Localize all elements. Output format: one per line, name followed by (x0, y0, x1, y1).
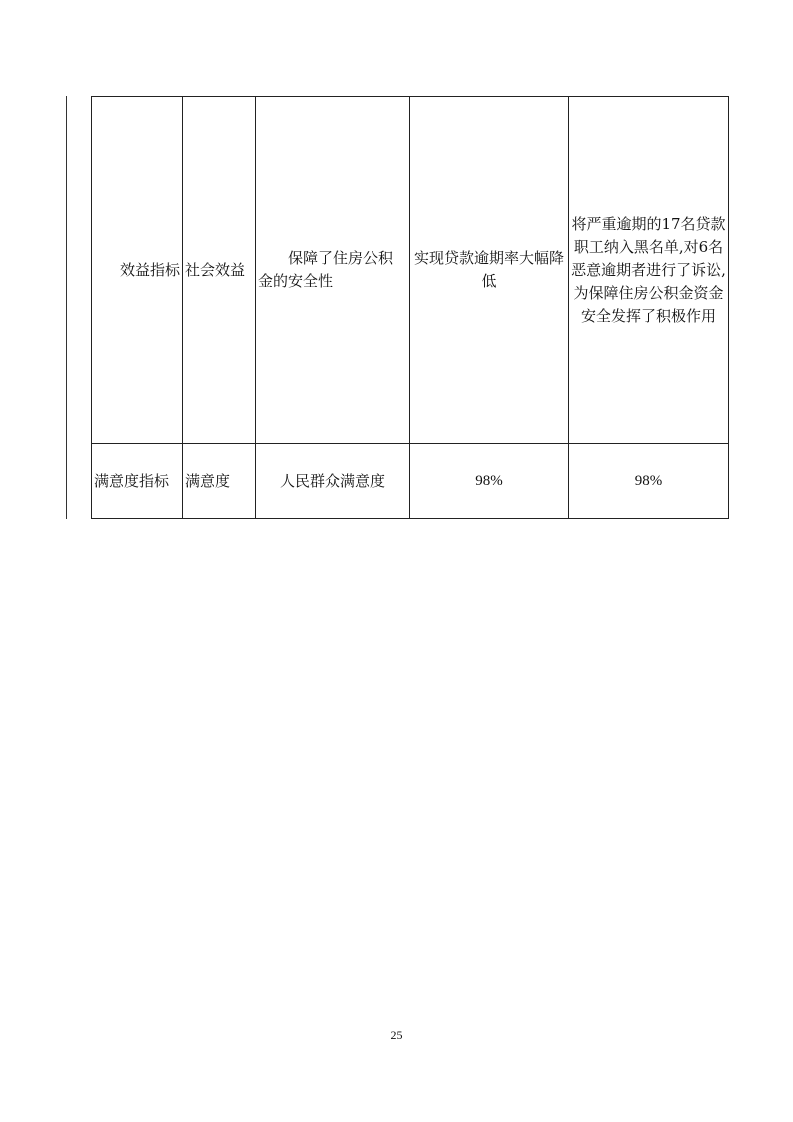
level1-indicator-cell: 效益指标 (92, 97, 183, 444)
actual-result-cell: 将严重逾期的17名贷款职工纳入黑名单,对6名恶意逾期者进行了诉讼,为保障住房公积金资金安全发挥了积极作用 (569, 97, 729, 444)
annual-target-cell: 实现贷款逾期率大幅降低 (410, 97, 569, 444)
table-row (92, 97, 729, 444)
indicator-cell: 保障了住房公积金的安全性 (256, 97, 410, 444)
annual-target-cell: 98% (410, 444, 569, 519)
left-margin-rule (66, 96, 67, 519)
level2-indicator-cell: 满意度 (183, 444, 256, 519)
page-number: 25 (390, 1028, 403, 1042)
indicator-cell: 人民群众满意度 (256, 444, 410, 519)
table-row (92, 444, 729, 519)
performance-indicator-table (91, 96, 729, 519)
level1-indicator-cell: 满意度指标 (92, 444, 183, 519)
level2-indicator-cell: 社会效益 (183, 97, 256, 444)
actual-result-cell: 98% (569, 444, 729, 519)
